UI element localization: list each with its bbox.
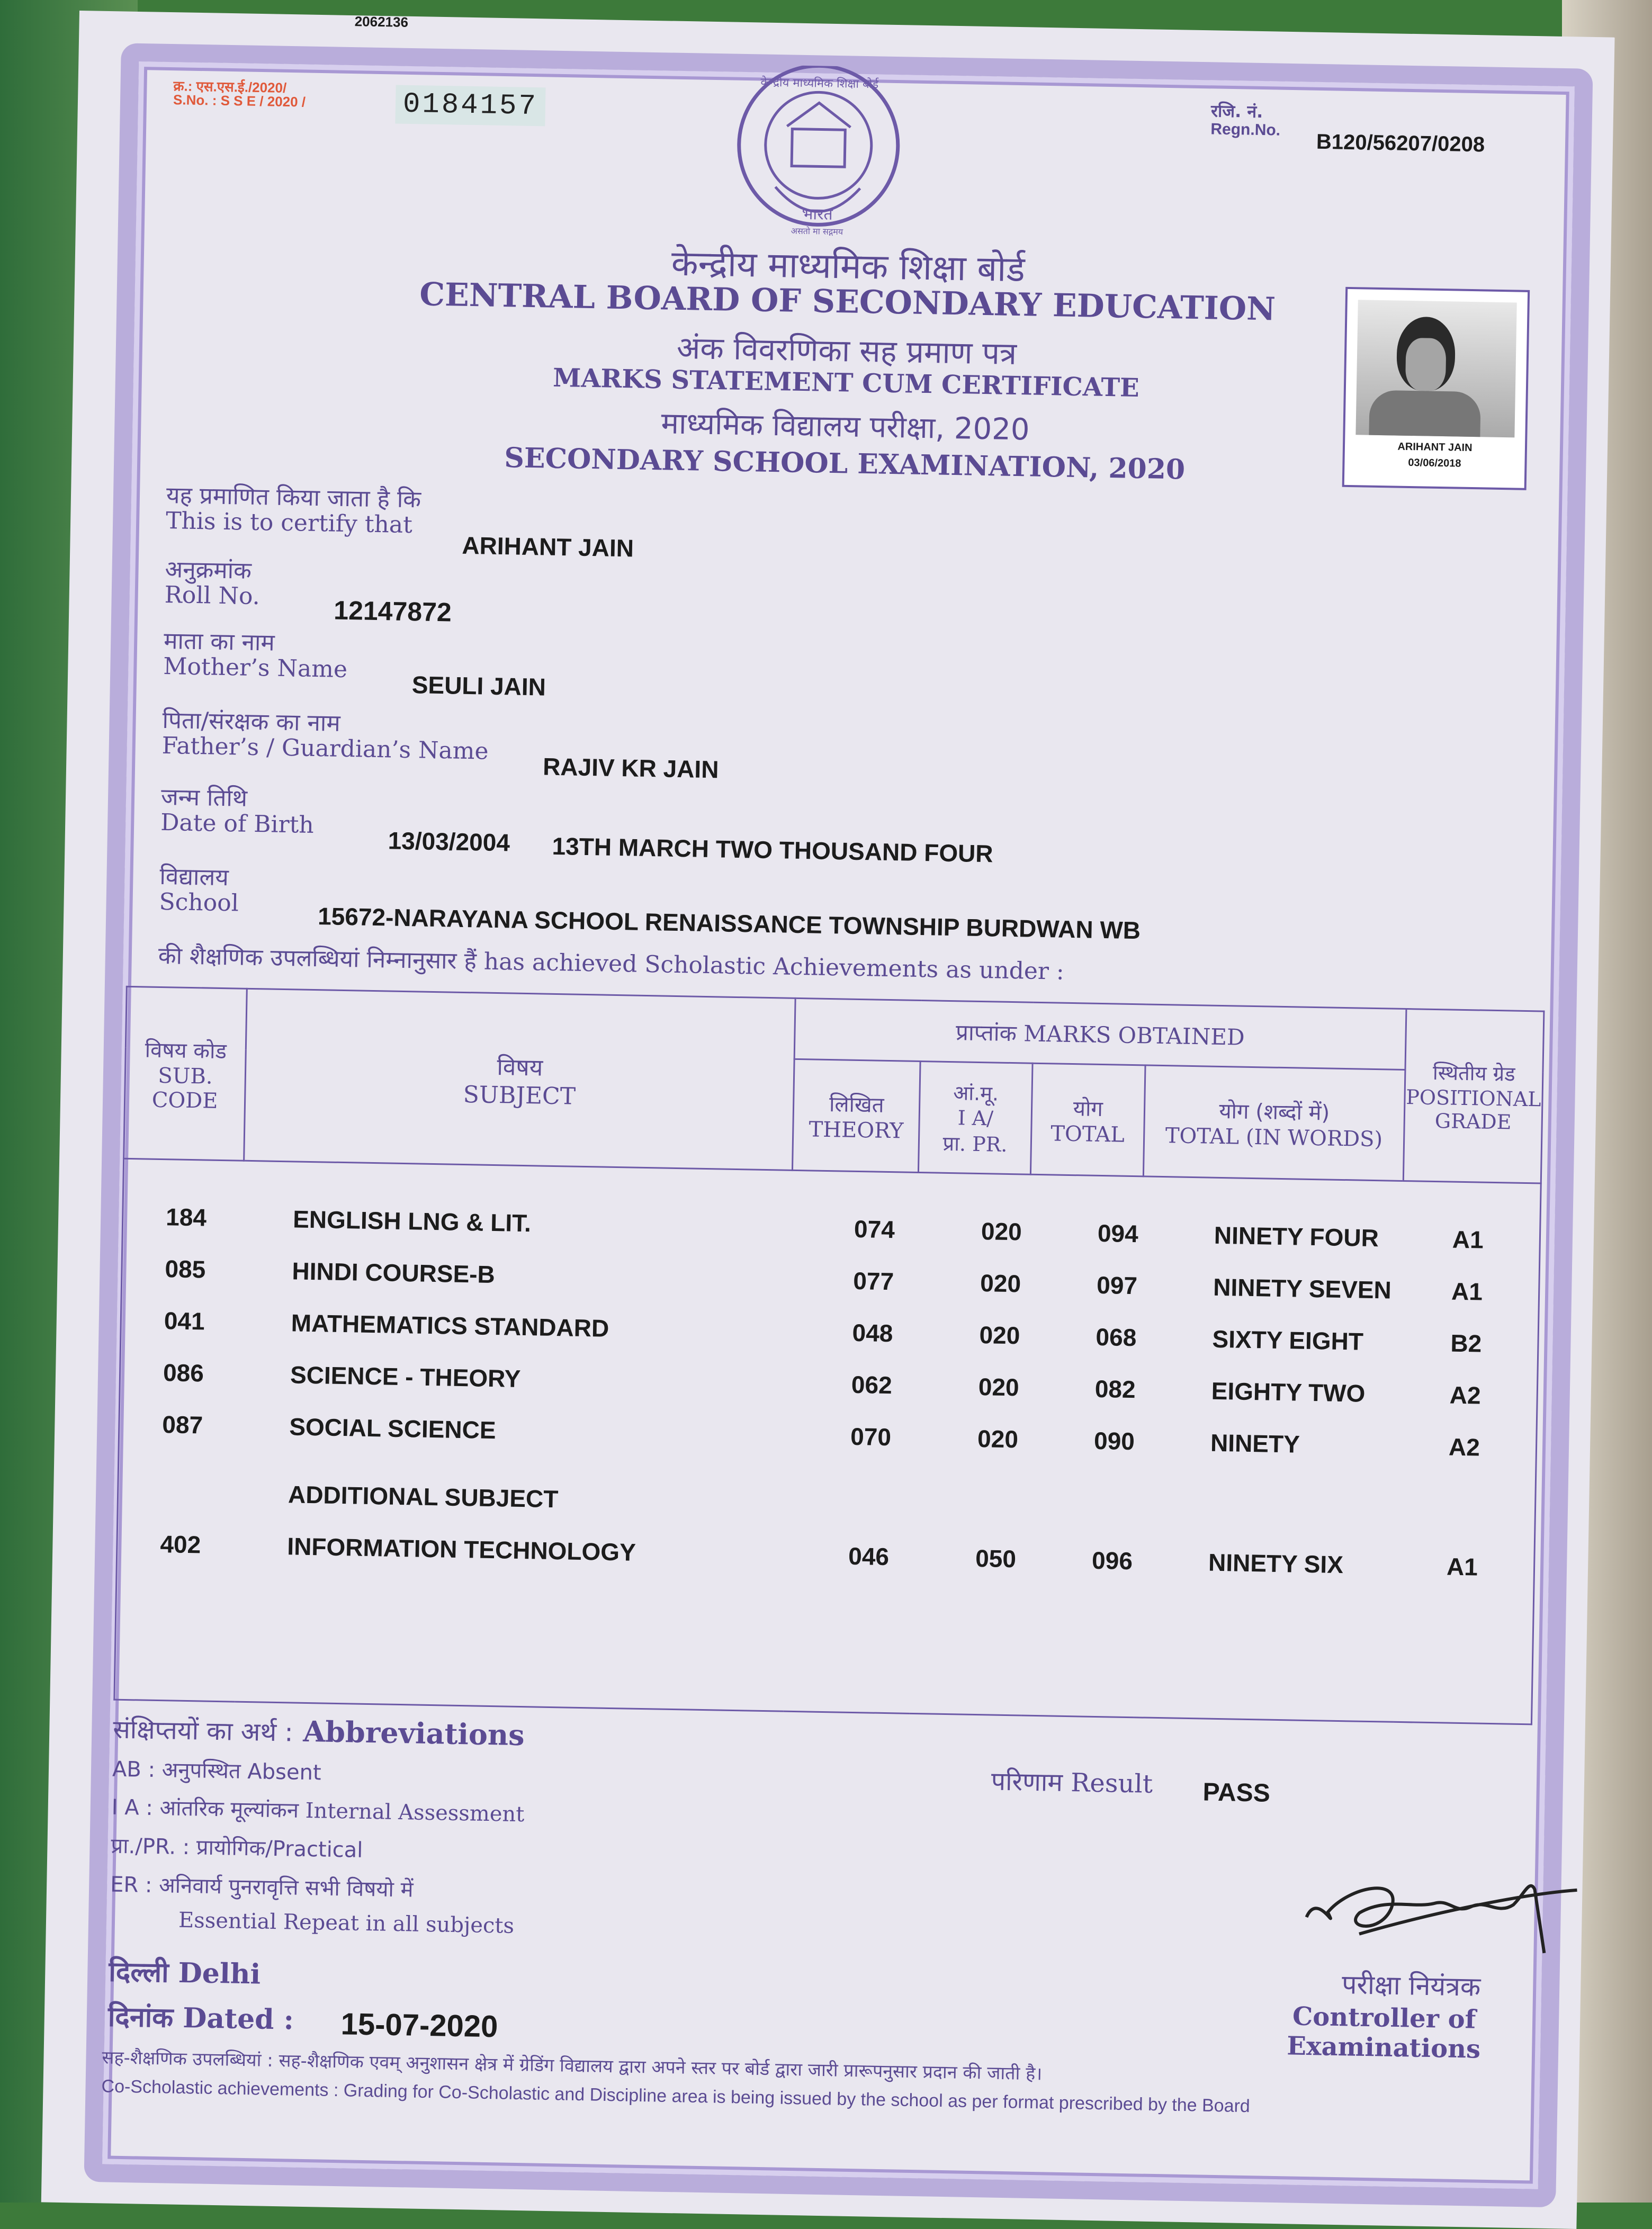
cell-total: 094 bbox=[1097, 1219, 1139, 1248]
cell-code: 085 bbox=[165, 1255, 206, 1283]
abbreviations-title: संक्षिप्तयों का अर्थ : Abbreviations bbox=[112, 1714, 525, 1752]
cell-total: 090 bbox=[1093, 1426, 1135, 1455]
footer-note-hi: सह-शैक्षणिक उपलब्धियां : सह-शैक्षणिक एवम् अनुशासन क्षेत्र में ग्रेडिंग विद्यालय द्वारा अपने स्तर पर बोर्ड द्वारा जारी प्रारूपनुसार प्रदान की जाती है। bbox=[102, 2047, 1043, 2085]
cell-subject: HINDI COURSE-B bbox=[292, 1257, 496, 1289]
school-label-en: School bbox=[159, 888, 239, 917]
header-positional-grade: स्थितीय ग्रेड POSITIONAL GRADE bbox=[1403, 1009, 1544, 1183]
cell-grade: A1 bbox=[1451, 1277, 1483, 1306]
issue-date: 15-07-2020 bbox=[340, 2007, 498, 2044]
cell-theory: 077 bbox=[852, 1266, 894, 1296]
seal-motto: असतो मा सद्गमय bbox=[791, 226, 843, 237]
cell-code: 087 bbox=[161, 1410, 203, 1439]
place: दिल्ली Delhi bbox=[108, 1956, 261, 1991]
exam-name-en: SECONDARY SCHOOL EXAMINATION, 2020 bbox=[504, 442, 1186, 486]
student-name: ARIHANT JAIN bbox=[462, 531, 634, 562]
abbrev-absent: AB : अनुपस्थित Absent bbox=[112, 1757, 322, 1785]
mother-label-en: Mother’s Name bbox=[163, 652, 348, 684]
school-label-hi: विद्यालय bbox=[159, 862, 229, 892]
regn-number: B120/56207/0208 bbox=[1316, 130, 1485, 157]
certify-label-en: This is to certify that bbox=[165, 507, 413, 539]
cell-total: 082 bbox=[1094, 1374, 1136, 1404]
cell-total: 096 bbox=[1091, 1546, 1133, 1575]
header-marks-obtained: प्राप्तांक MARKS OBTAINED bbox=[794, 998, 1406, 1069]
regn-label-hi: रजि. नं. bbox=[1210, 101, 1263, 122]
school-name: 15672-NARAYANA SCHOOL RENAISSANCE TOWNSHIP BURDWAN WB bbox=[317, 902, 1141, 945]
header-total-words: योग (शब्दों में) TOTAL (IN WORDS) bbox=[1143, 1065, 1405, 1181]
dob-label-hi: जन्म तिथि bbox=[160, 783, 248, 812]
cell-grade: A1 bbox=[1452, 1225, 1484, 1254]
header-total: योग TOTAL bbox=[1030, 1063, 1145, 1176]
header-subject: विषय SUBJECT bbox=[244, 988, 795, 1170]
cell-subject: SOCIAL SCIENCE bbox=[289, 1413, 497, 1444]
cell-grade: A1 bbox=[1446, 1552, 1478, 1581]
board-name-en: CENTRAL BOARD OF SECONDARY EDUCATION bbox=[419, 276, 1276, 328]
regn-label-en: Regn.No. bbox=[1210, 120, 1281, 139]
footer-note-en: Co-Scholastic achievements : Grading for Co-Scholastic and Discipline area is being issued by the school as per format prescribed by the Board bbox=[101, 2076, 1251, 2117]
cell-grade: A2 bbox=[1448, 1433, 1480, 1461]
abbrev-er-hi: ER : अनिवार्य पुनरावृत्ति सभी विषयो में bbox=[110, 1872, 414, 1902]
cell-code: 184 bbox=[165, 1203, 207, 1232]
top-number: 2062136 bbox=[354, 13, 409, 30]
student-photo bbox=[1342, 287, 1530, 490]
cell-total: 097 bbox=[1096, 1271, 1138, 1300]
cell-ia: 020 bbox=[980, 1269, 1021, 1298]
dated-label: दिनांक Dated : bbox=[107, 2001, 294, 2036]
cell-ia: 020 bbox=[977, 1425, 1019, 1453]
header-theory: लिखित THEORY bbox=[792, 1059, 920, 1172]
certificate-title-en: MARKS STATEMENT CUM CERTIFICATE bbox=[552, 363, 1140, 403]
roll-label-en: Roll No. bbox=[164, 581, 261, 610]
cell-subject: MATHEMATICS STANDARD bbox=[291, 1309, 609, 1342]
cell-ia: 020 bbox=[978, 1373, 1020, 1401]
cell-theory: 074 bbox=[854, 1215, 895, 1244]
photo-date: 03/06/2018 bbox=[1408, 456, 1461, 470]
cell-grade: A2 bbox=[1449, 1381, 1482, 1409]
marks-table bbox=[113, 986, 1545, 1725]
cell-theory: 062 bbox=[851, 1370, 893, 1399]
table-row bbox=[117, 1529, 1533, 1606]
controller-title-en: Controller of Examinations bbox=[1286, 2001, 1481, 2064]
seal-board-name: केन्द्रीय माध्यमिक शिक्षा बोर्ड bbox=[760, 76, 879, 92]
certify-label-hi: यह प्रमाणित किया जाता है कि bbox=[166, 482, 421, 514]
mother-label-hi: माता का नाम bbox=[163, 627, 275, 657]
cell-ia: 020 bbox=[979, 1321, 1020, 1350]
cell-code: 041 bbox=[164, 1307, 205, 1335]
mother-name: SEULI JAIN bbox=[411, 671, 546, 701]
abbrev-practical: प्रा./PR. : प्रायोगिक/Practical bbox=[111, 1833, 363, 1863]
cell-words: EIGHTY TWO bbox=[1211, 1377, 1366, 1407]
father-label-hi: पिता/संरक्षक का नाम bbox=[162, 706, 341, 737]
cbse-seal-icon bbox=[722, 64, 915, 242]
achieved-label-en: has achieved Scholastic Achievements as under : bbox=[483, 948, 1065, 985]
achieved-label-hi: की शैक्षणिक उपलब्धियां निम्नानुसार हैं bbox=[158, 942, 477, 975]
cell-subject: SCIENCE - THEORY bbox=[290, 1361, 521, 1392]
dob-label-en: Date of Birth bbox=[160, 808, 315, 839]
cell-code: 086 bbox=[163, 1359, 204, 1387]
abbrev-ia: I A : आंतरिक मूल्यांकन Internal Assessment bbox=[111, 1795, 525, 1827]
roll-label-hi: अनुक्रमांक bbox=[165, 555, 252, 585]
cell-words: NINETY SEVEN bbox=[1213, 1273, 1392, 1304]
certificate-title-hi: अंक विवरणिका सह प्रमाण पत्र bbox=[676, 329, 1017, 372]
board-name-hi: केन्द्रीय माध्यमिक शिक्षा बोर्ड bbox=[671, 242, 1026, 290]
photo-name: ARIHANT JAIN bbox=[1397, 441, 1473, 454]
cell-theory: 070 bbox=[850, 1422, 892, 1451]
cell-theory: 048 bbox=[852, 1318, 893, 1347]
cell-subject: ENGLISH LNG & LIT. bbox=[292, 1205, 532, 1237]
result-value: PASS bbox=[1202, 1778, 1271, 1808]
father-name: RAJIV KR JAIN bbox=[542, 752, 719, 784]
father-label-en: Father’s / Guardian’s Name bbox=[161, 732, 489, 765]
serial-prefix-hi: क्र.: एस.एस.ई./2020/ bbox=[173, 78, 287, 96]
cell-words: NINETY FOUR bbox=[1214, 1221, 1379, 1252]
abbrev-er-en: Essential Repeat in all subjects bbox=[178, 1908, 515, 1938]
serial-number: 0184157 bbox=[395, 85, 545, 126]
cell-code: 402 bbox=[160, 1530, 201, 1559]
controller-title-hi: परीक्षा नियंत्रक bbox=[1341, 1969, 1481, 2002]
date-of-birth: 13/03/2004 bbox=[388, 826, 510, 857]
achieved-line bbox=[158, 939, 1064, 986]
cell-words: NINETY bbox=[1210, 1428, 1300, 1458]
cell-subject: INFORMATION TECHNOLOGY bbox=[286, 1532, 636, 1566]
header-ia-pr: आं.मू. I A/ प्रा. PR. bbox=[919, 1062, 1032, 1175]
roll-number: 12147872 bbox=[333, 595, 452, 627]
cell-ia: 020 bbox=[981, 1217, 1022, 1246]
header-sub-code: विषय कोड SUB. CODE bbox=[124, 986, 247, 1161]
certificate-body bbox=[101, 76, 1541, 2159]
marksheet-document bbox=[41, 11, 1615, 2229]
cell-grade: B2 bbox=[1450, 1329, 1482, 1358]
cell-words: SIXTY EIGHT bbox=[1212, 1325, 1364, 1355]
additional-subject-label: ADDITIONAL SUBJECT bbox=[288, 1480, 559, 1513]
controller-signature bbox=[1295, 1854, 1583, 1964]
cell-theory: 046 bbox=[848, 1542, 890, 1571]
date-of-birth-words: 13TH MARCH TWO THOUSAND FOUR bbox=[552, 832, 994, 868]
cell-total: 068 bbox=[1096, 1323, 1137, 1352]
exam-name-hi: माध्यमिक विद्यालय परीक्षा, 2020 bbox=[660, 406, 1030, 447]
cell-words: NINETY SIX bbox=[1208, 1548, 1344, 1579]
result-label: परिणाम Result bbox=[991, 1766, 1153, 1799]
seal-bharat: भारत bbox=[802, 204, 833, 224]
serial-prefix-en: S.No. : S S E / 2020 / bbox=[173, 92, 306, 110]
cell-ia: 050 bbox=[975, 1544, 1017, 1573]
table-body-row bbox=[114, 1158, 1541, 1724]
